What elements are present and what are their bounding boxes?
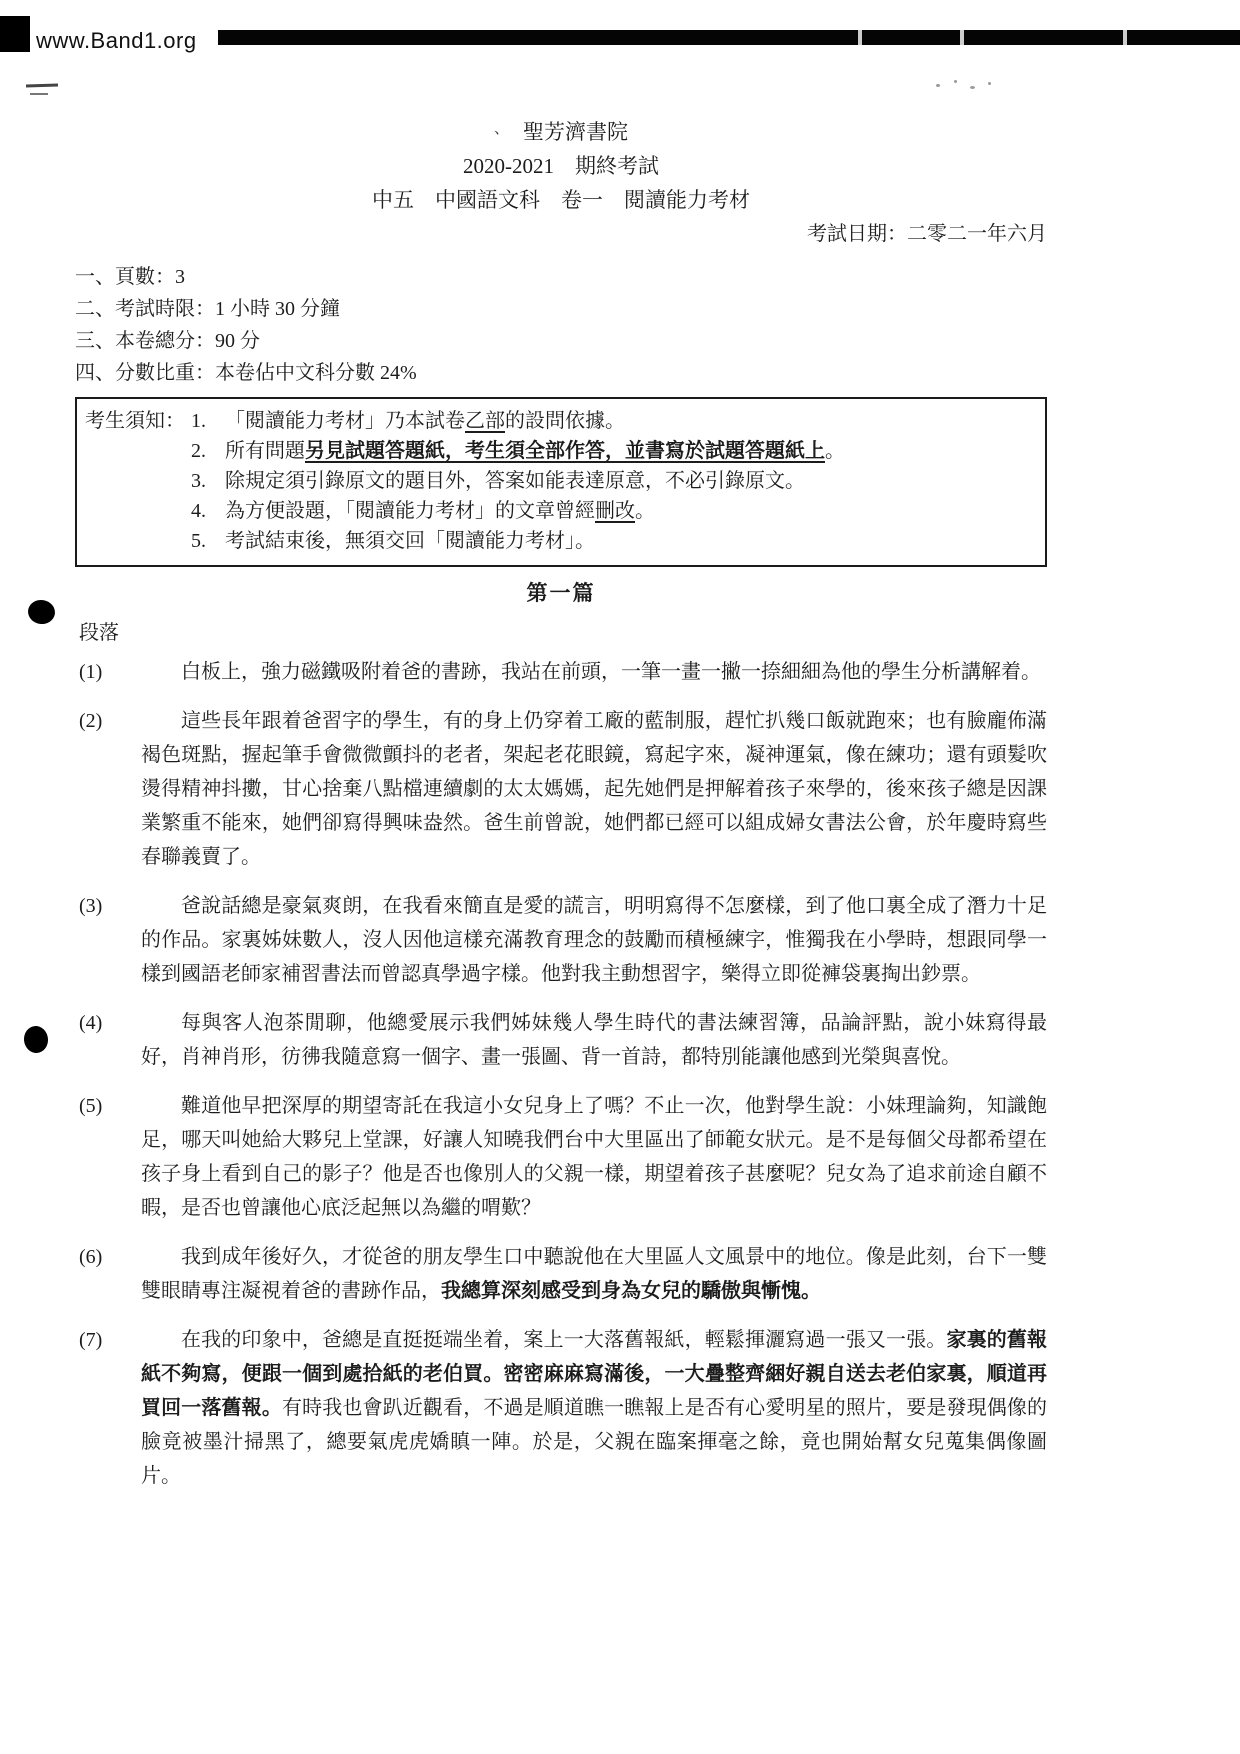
info-item: 二、考試時限：1 小時 30 分鐘 bbox=[75, 298, 340, 320]
passage-paragraph bbox=[75, 704, 1047, 874]
passage-paragraph bbox=[75, 1089, 1047, 1225]
scan-corner-artifact bbox=[0, 16, 30, 52]
text-segment: 我總算深刻感受到身為女兒的驕傲與慚愧。 bbox=[441, 1280, 821, 1302]
text-segment: 為方便設題，「閱讀能力考材」的文章曾經 bbox=[225, 500, 595, 522]
passage-paragraph bbox=[75, 1323, 1047, 1493]
paragraph-number: (6) bbox=[79, 1246, 103, 1268]
passage-paragraph bbox=[75, 1240, 1047, 1308]
paragraph-label: 段落 bbox=[79, 622, 119, 644]
paragraph-text bbox=[141, 1089, 1047, 1225]
scan-bar-gap bbox=[858, 30, 862, 45]
text-segment: 家裏的舊報紙不夠寫，便跟一個到處拾紙的老伯買。密密麻麻寫滿後，一大疊整齊綑好親自送去老伯家裏，順道再買回一落舊報。 bbox=[141, 1329, 1048, 1419]
info-item: 三、本卷總分：90 分 bbox=[75, 330, 260, 352]
paragraph-text bbox=[141, 655, 1047, 689]
text-segment: 另見試題答題紙，考生須全部作答，並書寫於試題答題紙上 bbox=[305, 440, 825, 462]
notice-item-text bbox=[225, 406, 1037, 436]
scan-dash-mark bbox=[30, 93, 48, 95]
info-item: 一、頁數：3 bbox=[75, 266, 185, 288]
text-segment: 除規定須引錄原文的題目外，答案如能表達原意，不必引錄原文。 bbox=[225, 470, 805, 492]
stray-mark: 、 bbox=[493, 121, 509, 137]
text-segment: 爸說話總是豪氣爽朗，在我看來簡直是愛的謊言，明明寫得不怎麼樣，到了他口裏全成了潛力十足的作品。家裏姊妹數人，沒人因他這樣充滿教育理念的鼓勵而積極練字，惟獨我在小學時，想跟同學一樣到國語老師家補習書法而曾認真學過字樣。他對我主動想習字，樂得立即從褲袋裏掏出鈔票。 bbox=[141, 895, 1047, 985]
scan-dash-mark bbox=[26, 83, 58, 87]
text-segment: 有時我也會趴近觀看，不過是順道瞧一瞧報上是否有心愛明星的照片，要是發現偶像的臉竟被墨汁掃黑了，總要氣虎虎嬌瞋一陣。於是，父親在臨案揮毫之餘，竟也開始幫女兒蒐集偶像圖片。 bbox=[141, 1397, 1048, 1487]
text-segment: 每與客人泡茶閒聊，他總愛展示我們姊妹幾人學生時代的書法練習簿，品論評點，說小妹寫得最好，肖神肖形，彷彿我隨意寫一個字、畫一張圖、背一首詩，都特別能讓他感到光榮與喜悅。 bbox=[141, 1012, 1047, 1068]
school-name: 聖芳濟書院 bbox=[523, 120, 628, 144]
notice-item bbox=[85, 466, 1037, 496]
passage-paragraph bbox=[75, 889, 1047, 991]
exam-year-line: 2020-2021 期終考試 bbox=[463, 154, 659, 178]
paragraph-text bbox=[141, 1006, 1047, 1074]
text-segment: 白板上，強力磁鐵吸附着爸的書跡，我站在前頭，一筆一畫一撇一捺細細為他的學生分析講解着。 bbox=[181, 661, 1041, 683]
notice-item-number: 5. bbox=[191, 530, 206, 552]
paragraph-number: (5) bbox=[79, 1095, 103, 1117]
info-list bbox=[75, 261, 1047, 389]
info-item: 四、分數比重：本卷佔中文科分數 24% bbox=[75, 362, 417, 384]
text-segment: 。 bbox=[825, 440, 845, 462]
paragraph-number: (3) bbox=[79, 895, 103, 917]
notice-item-text bbox=[225, 526, 1037, 556]
passage-paragraphs bbox=[75, 655, 1047, 1493]
notice-item-number: 2. bbox=[191, 440, 206, 462]
punch-hole-mark bbox=[26, 598, 56, 626]
exam-header bbox=[75, 112, 1047, 217]
notice-label bbox=[85, 496, 191, 526]
notice-label bbox=[85, 466, 191, 496]
section-title: 第一篇 bbox=[526, 581, 596, 605]
text-segment: 難道他早把深厚的期望寄託在我這小女兒身上了嗎？不止一次，他對學生說：小妹理論夠，知識飽足，哪天叫她給大夥兒上堂課，好讓人知曉我們台中大里區出了師範女狀元。是不是每個父母都希望在孩子身上看到自己的影子？他是否也像別人的父親一樣，期望着孩子甚麼呢？兒女為了追求前途自顧不暇，是否也曾讓他心底泛起無以為繼的喟歎？ bbox=[141, 1095, 1047, 1219]
exam-date: 考試日期：二零二一年六月 bbox=[807, 223, 1047, 245]
notice-item-number: 4. bbox=[191, 500, 206, 522]
scan-noise-marks bbox=[936, 78, 996, 92]
paragraph-text bbox=[141, 1240, 1047, 1308]
text-segment: 這些長年跟着爸習字的學生，有的身上仍穿着工廠的藍制服，趕忙扒幾口飯就跑來；也有臉龐佈滿褐色斑點，握起筆手會微微顫抖的老者，架起老花眼鏡，寫起字來，凝神運氣，像在練功；還有頭髮吹燙得精神抖擻，甘心捨棄八點檔連續劇的太太媽媽，起先她們是押解着孩子來學的，後來孩子總是因課業繁重不能來，她們卻寫得興味盎然。爸生前曾說，她們都已經可以組成婦女書法公會，於年慶時寫些春聯義賣了。 bbox=[141, 710, 1047, 868]
notice-item bbox=[85, 406, 1037, 436]
text-segment: 我到成年後好久，才從爸的朋友學生口中聽說他在大里區人文風景中的地位。像是此刻，台下一雙雙眼睛專注凝視着爸的書跡作品， bbox=[141, 1246, 1047, 1302]
notice-item-text bbox=[225, 436, 1037, 466]
text-segment: 刪改 bbox=[595, 500, 635, 522]
punch-hole-mark bbox=[23, 1025, 50, 1054]
passage-paragraph bbox=[75, 1006, 1047, 1074]
notice-item-text bbox=[225, 466, 1037, 496]
text-segment: 在我的印象中，爸總是直挺挺端坐着，案上一大落舊報紙，輕鬆揮灑寫過一張又一張。 bbox=[181, 1329, 947, 1351]
notice-label bbox=[85, 436, 191, 466]
text-segment: 。 bbox=[635, 500, 655, 522]
notice-item-number: 3. bbox=[191, 470, 206, 492]
passage-paragraph bbox=[75, 655, 1047, 689]
text-segment: 乙部 bbox=[465, 410, 505, 432]
scan-bar-gap bbox=[1123, 30, 1127, 45]
text-segment: 的設問依據。 bbox=[505, 410, 625, 432]
text-segment: 所有問題 bbox=[225, 440, 305, 462]
paragraph-number: (2) bbox=[79, 710, 103, 732]
paragraph-number: (4) bbox=[79, 1012, 103, 1034]
paragraph-text bbox=[141, 889, 1047, 991]
text-segment: 考試結束後，無須交回「閱讀能力考材」。 bbox=[225, 530, 595, 552]
school-name-line bbox=[75, 112, 1047, 149]
text-segment: 「閱讀能力考材」乃本試卷 bbox=[225, 410, 465, 432]
exam-content bbox=[75, 112, 1047, 1508]
paragraph-number: (7) bbox=[79, 1329, 103, 1351]
watermark-text: www.Band1.org bbox=[36, 28, 197, 53]
notice-item-text bbox=[225, 496, 1037, 526]
notice-item bbox=[85, 496, 1037, 526]
notice-item-number: 1. bbox=[191, 410, 206, 432]
notice-label: 考生須知： bbox=[85, 410, 185, 432]
notice-item bbox=[85, 436, 1037, 466]
candidate-notice-box bbox=[75, 397, 1047, 567]
paper-title-line: 中五 中國語文科 卷一 閱讀能力考材 bbox=[372, 188, 750, 212]
scan-top-bar-artifact bbox=[218, 30, 1240, 45]
notice-item bbox=[85, 526, 1037, 556]
paragraph-number: (1) bbox=[79, 661, 103, 683]
scan-bar-gap bbox=[960, 30, 964, 45]
paragraph-text bbox=[141, 704, 1047, 874]
paragraph-text bbox=[141, 1323, 1047, 1493]
notice-label bbox=[85, 526, 191, 556]
